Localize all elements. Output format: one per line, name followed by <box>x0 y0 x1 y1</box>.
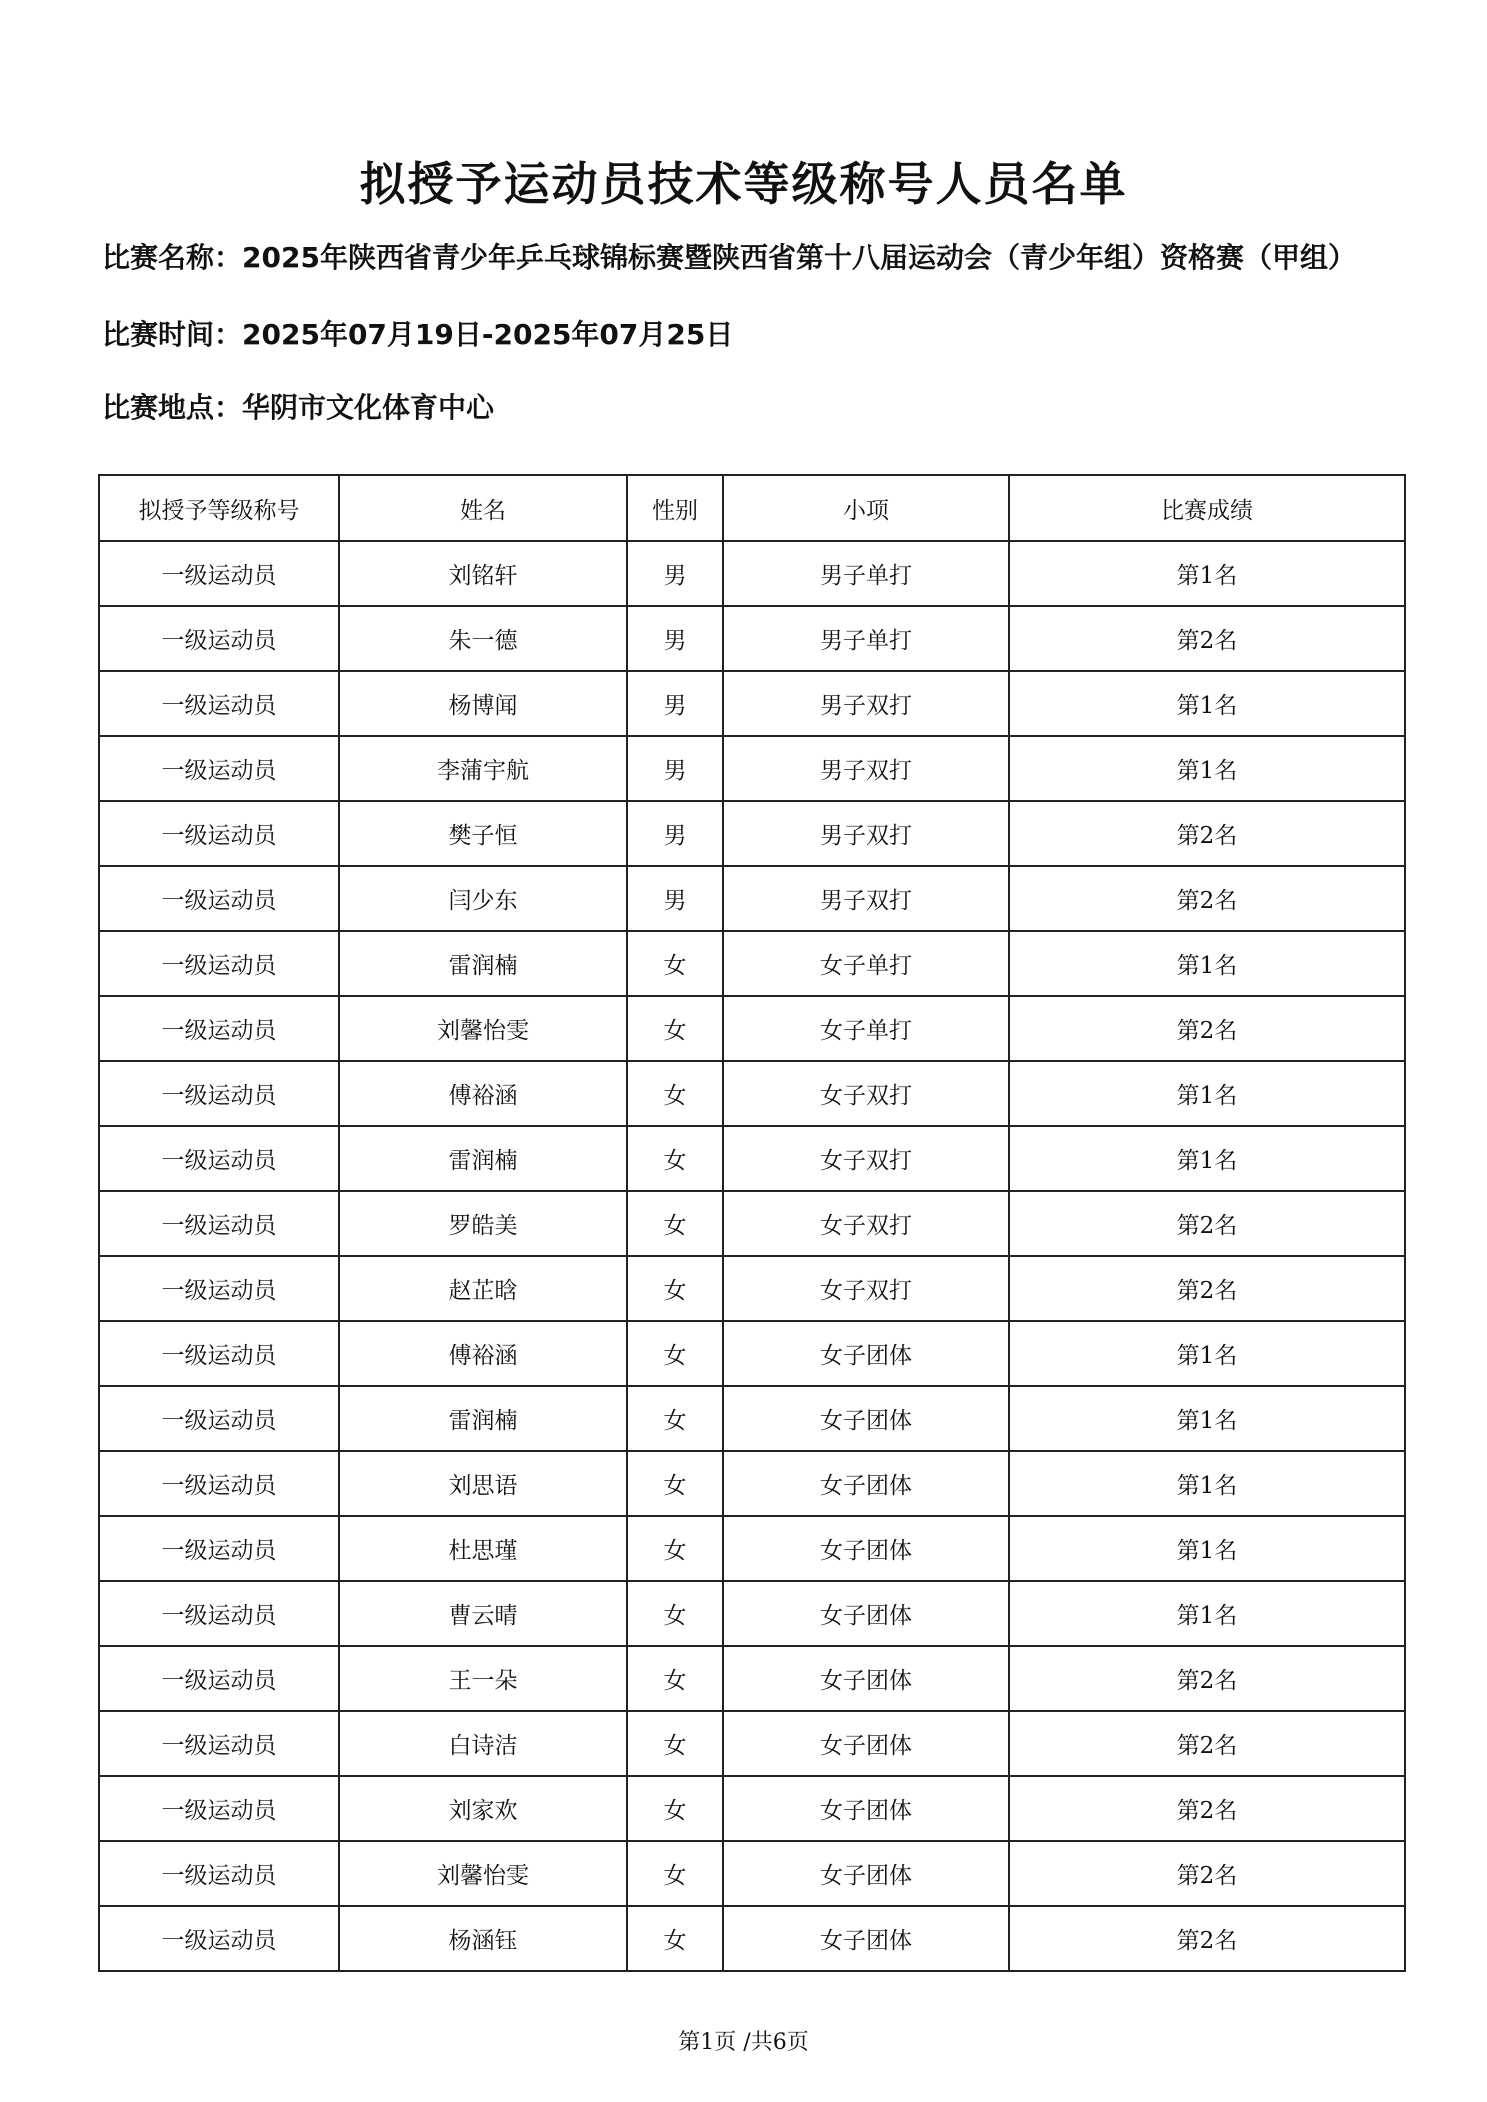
table-row <box>99 1451 1405 1516</box>
cell-result: 第2名 <box>1009 996 1405 1061</box>
table-row <box>99 1841 1405 1906</box>
cell-gender: 女 <box>627 996 723 1061</box>
cell-gender: 女 <box>627 1581 723 1646</box>
cell-grade-title: 一级运动员 <box>99 1061 339 1126</box>
cell-result: 第1名 <box>1009 1321 1405 1386</box>
cell-grade-title: 一级运动员 <box>99 1776 339 1841</box>
table-row <box>99 1516 1405 1581</box>
cell-event: 女子团体 <box>723 1841 1009 1906</box>
cell-event: 女子团体 <box>723 1711 1009 1776</box>
cell-result: 第1名 <box>1009 1516 1405 1581</box>
competition-time-label: 比赛时间： <box>102 318 243 351</box>
table-body <box>99 541 1405 1971</box>
cell-grade-title: 一级运动员 <box>99 606 339 671</box>
cell-grade-title: 一级运动员 <box>99 671 339 736</box>
cell-grade-title: 一级运动员 <box>99 736 339 801</box>
cell-gender: 男 <box>627 736 723 801</box>
cell-event: 女子双打 <box>723 1256 1009 1321</box>
cell-name: 刘馨怡雯 <box>339 1841 627 1906</box>
cell-result: 第1名 <box>1009 931 1405 996</box>
cell-event: 女子团体 <box>723 1386 1009 1451</box>
table-row <box>99 1776 1405 1841</box>
cell-name: 傅裕涵 <box>339 1321 627 1386</box>
table-row <box>99 866 1405 931</box>
cell-event: 女子双打 <box>723 1061 1009 1126</box>
competition-place-value: 华阴市文化体育中心 <box>242 391 495 424</box>
competition-place-label: 比赛地点： <box>102 391 243 424</box>
cell-name: 雷润楠 <box>339 1126 627 1191</box>
table-row <box>99 606 1405 671</box>
cell-gender: 女 <box>627 1516 723 1581</box>
table-row <box>99 541 1405 606</box>
cell-result: 第2名 <box>1009 1776 1405 1841</box>
cell-event: 女子团体 <box>723 1451 1009 1516</box>
cell-gender: 女 <box>627 1061 723 1126</box>
cell-gender: 女 <box>627 1711 723 1776</box>
page-title: 拟授予运动员技术等级称号人员名单 <box>359 157 1128 211</box>
cell-gender: 女 <box>627 1906 723 1971</box>
cell-result: 第2名 <box>1009 801 1405 866</box>
table-row <box>99 1256 1405 1321</box>
cell-name: 杨涵钰 <box>339 1906 627 1971</box>
cell-grade-title: 一级运动员 <box>99 1191 339 1256</box>
page-number: 第1页 /共6页 <box>678 2030 809 2055</box>
cell-result: 第2名 <box>1009 1646 1405 1711</box>
table-row <box>99 1581 1405 1646</box>
cell-grade-title: 一级运动员 <box>99 1516 339 1581</box>
cell-grade-title: 一级运动员 <box>99 1126 339 1191</box>
cell-event: 女子团体 <box>723 1321 1009 1386</box>
cell-grade-title: 一级运动员 <box>99 996 339 1061</box>
table-row <box>99 996 1405 1061</box>
cell-name: 杨博闻 <box>339 671 627 736</box>
cell-gender: 女 <box>627 1776 723 1841</box>
cell-event: 女子团体 <box>723 1516 1009 1581</box>
cell-gender: 男 <box>627 606 723 671</box>
cell-gender: 男 <box>627 801 723 866</box>
cell-gender: 女 <box>627 1126 723 1191</box>
competition-place-line <box>102 386 494 426</box>
header-name: 姓名 <box>339 475 627 541</box>
table-row <box>99 931 1405 996</box>
competition-time-line <box>102 313 733 353</box>
table-row <box>99 1711 1405 1776</box>
table-row <box>99 801 1405 866</box>
table-row <box>99 671 1405 736</box>
cell-event: 女子团体 <box>723 1646 1009 1711</box>
cell-name: 罗皓美 <box>339 1191 627 1256</box>
cell-event: 男子双打 <box>723 866 1009 931</box>
cell-gender: 女 <box>627 1646 723 1711</box>
cell-grade-title: 一级运动员 <box>99 801 339 866</box>
cell-result: 第1名 <box>1009 736 1405 801</box>
cell-name: 雷润楠 <box>339 931 627 996</box>
competition-time-value: 2025年07月19日-2025年07月25日 <box>242 318 734 351</box>
cell-gender: 女 <box>627 1321 723 1386</box>
cell-grade-title: 一级运动员 <box>99 1256 339 1321</box>
cell-event: 男子双打 <box>723 801 1009 866</box>
cell-result: 第2名 <box>1009 1711 1405 1776</box>
cell-result: 第1名 <box>1009 541 1405 606</box>
cell-result: 第2名 <box>1009 1191 1405 1256</box>
header-result: 比赛成绩 <box>1009 475 1405 541</box>
cell-name: 闫少东 <box>339 866 627 931</box>
cell-gender: 女 <box>627 1191 723 1256</box>
header-gender: 性别 <box>627 475 723 541</box>
table-row <box>99 1126 1405 1191</box>
cell-name: 白诗洁 <box>339 1711 627 1776</box>
table-row <box>99 1906 1405 1971</box>
cell-name: 刘铭轩 <box>339 541 627 606</box>
cell-gender: 男 <box>627 671 723 736</box>
table-header-row <box>99 475 1405 541</box>
cell-result: 第1名 <box>1009 1451 1405 1516</box>
competition-name-label: 比赛名称： <box>102 241 243 274</box>
cell-name: 王一朵 <box>339 1646 627 1711</box>
cell-name: 刘思语 <box>339 1451 627 1516</box>
cell-event: 女子单打 <box>723 996 1009 1061</box>
cell-name: 曹云晴 <box>339 1581 627 1646</box>
cell-name: 杜思瑾 <box>339 1516 627 1581</box>
cell-name: 雷润楠 <box>339 1386 627 1451</box>
cell-grade-title: 一级运动员 <box>99 1711 339 1776</box>
cell-name: 樊子恒 <box>339 801 627 866</box>
cell-grade-title: 一级运动员 <box>99 1581 339 1646</box>
cell-event: 女子单打 <box>723 931 1009 996</box>
cell-event: 男子双打 <box>723 671 1009 736</box>
cell-event: 男子双打 <box>723 736 1009 801</box>
cell-event: 女子团体 <box>723 1906 1009 1971</box>
competition-name-line <box>102 236 1356 276</box>
cell-gender: 男 <box>627 866 723 931</box>
table-row <box>99 1646 1405 1711</box>
cell-event: 女子团体 <box>723 1776 1009 1841</box>
cell-result: 第2名 <box>1009 1841 1405 1906</box>
cell-grade-title: 一级运动员 <box>99 931 339 996</box>
cell-grade-title: 一级运动员 <box>99 1321 339 1386</box>
cell-event: 女子团体 <box>723 1581 1009 1646</box>
competition-name-value: 2025年陕西省青少年乒乓球锦标赛暨陕西省第十八届运动会（青少年组）资格赛（甲组） <box>242 241 1356 274</box>
cell-gender: 男 <box>627 541 723 606</box>
cell-grade-title: 一级运动员 <box>99 1646 339 1711</box>
cell-name: 刘馨怡雯 <box>339 996 627 1061</box>
cell-event: 女子双打 <box>723 1191 1009 1256</box>
table-row <box>99 1191 1405 1256</box>
cell-result: 第1名 <box>1009 1126 1405 1191</box>
cell-gender: 女 <box>627 1841 723 1906</box>
cell-grade-title: 一级运动员 <box>99 541 339 606</box>
cell-grade-title: 一级运动员 <box>99 1386 339 1451</box>
cell-event: 男子单打 <box>723 541 1009 606</box>
cell-gender: 女 <box>627 931 723 996</box>
cell-result: 第1名 <box>1009 1581 1405 1646</box>
table-row <box>99 1061 1405 1126</box>
cell-gender: 女 <box>627 1451 723 1516</box>
table-row <box>99 736 1405 801</box>
cell-gender: 女 <box>627 1386 723 1451</box>
cell-grade-title: 一级运动员 <box>99 1906 339 1971</box>
table-row <box>99 1386 1405 1451</box>
cell-event: 女子双打 <box>723 1126 1009 1191</box>
cell-result: 第2名 <box>1009 606 1405 671</box>
table-row <box>99 1321 1405 1386</box>
cell-result: 第1名 <box>1009 671 1405 736</box>
header-event: 小项 <box>723 475 1009 541</box>
cell-grade-title: 一级运动员 <box>99 866 339 931</box>
cell-grade-title: 一级运动员 <box>99 1841 339 1906</box>
cell-name: 朱一德 <box>339 606 627 671</box>
cell-name: 赵芷晗 <box>339 1256 627 1321</box>
cell-name: 傅裕涵 <box>339 1061 627 1126</box>
cell-result: 第1名 <box>1009 1061 1405 1126</box>
cell-gender: 女 <box>627 1256 723 1321</box>
cell-result: 第2名 <box>1009 1256 1405 1321</box>
cell-name: 刘家欢 <box>339 1776 627 1841</box>
header-grade-title: 拟授予等级称号 <box>99 475 339 541</box>
cell-grade-title: 一级运动员 <box>99 1451 339 1516</box>
cell-result: 第2名 <box>1009 1906 1405 1971</box>
cell-event: 男子单打 <box>723 606 1009 671</box>
cell-result: 第2名 <box>1009 866 1405 931</box>
cell-result: 第1名 <box>1009 1386 1405 1451</box>
athlete-roster-table <box>98 474 1406 1972</box>
cell-name: 李蒲宇航 <box>339 736 627 801</box>
